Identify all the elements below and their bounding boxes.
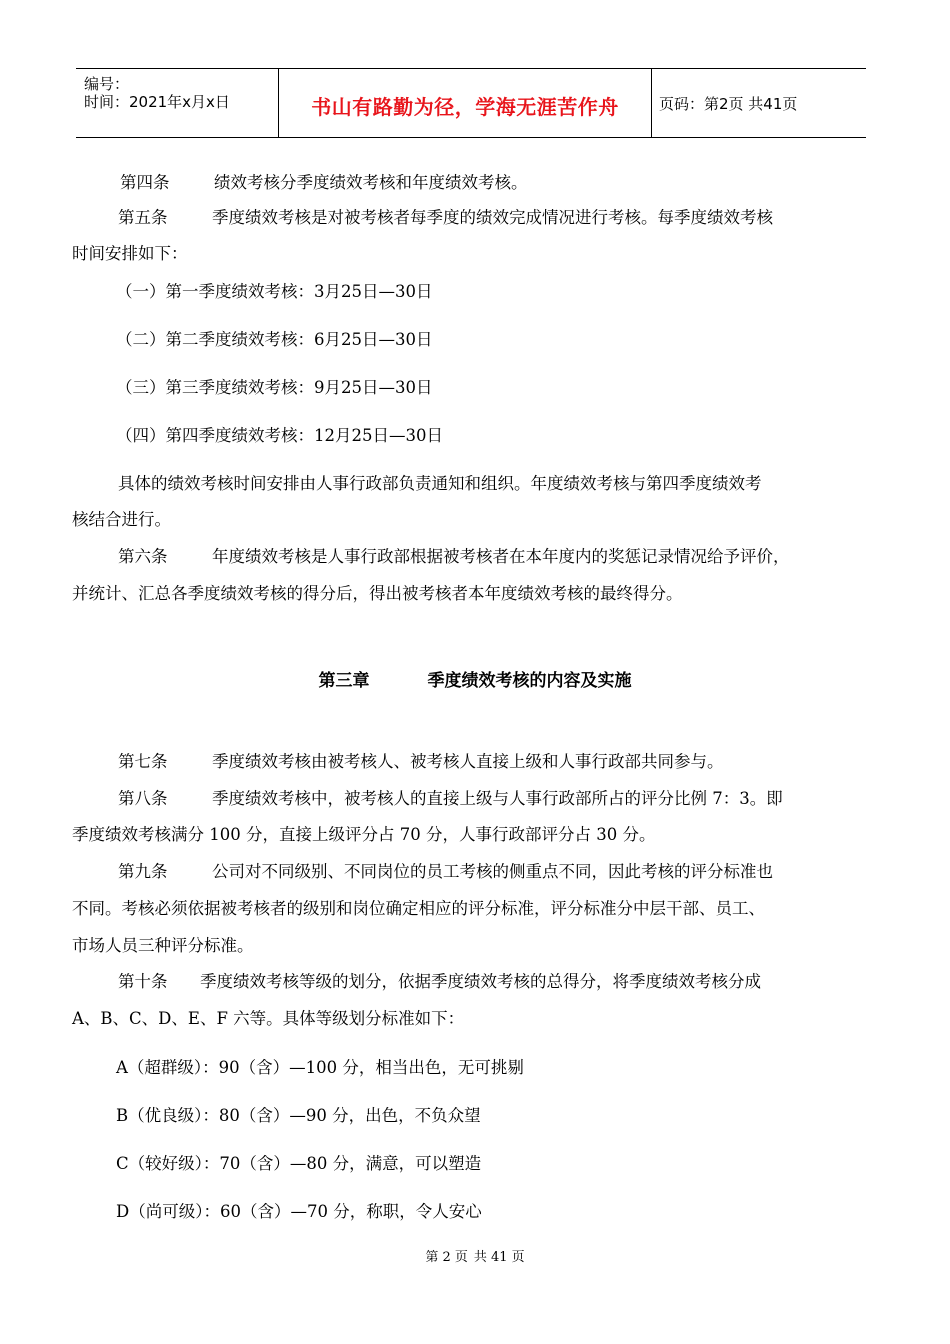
schedule-item-3: （三）第三季度绩效考核：9月25日—30日 <box>116 378 433 397</box>
article-text: 公司对不同级别、不同岗位的员工考核的侧重点不同，因此考核的评分标准也 <box>212 862 773 881</box>
page-footer <box>0 1246 950 1265</box>
article-5-line1 <box>118 206 918 230</box>
article-text: 年度绩效考核是人事行政部根据被考核者在本年度内的奖惩记录情况给予评价， <box>212 547 790 566</box>
document-header <box>76 68 866 138</box>
article-7 <box>118 750 918 774</box>
grade-b: B（优良级）：80（含）—90 分，出色，不负众望 <box>116 1106 481 1125</box>
article-10-line2: A、B、C、D、E、F 六等。具体等级划分标准如下： <box>72 1009 465 1028</box>
footer-total: 共 41 页 <box>473 1250 525 1265</box>
article-number: 第九条 <box>118 862 168 881</box>
article-number: 第四条 <box>120 173 170 192</box>
article-number: 第八条 <box>118 789 168 808</box>
article-6-line2: 并统计、汇总各季度绩效考核的得分后，得出被考核者本年度绩效考核的最终得分。 <box>72 584 683 603</box>
article-text: 季度绩效考核是对被考核者每季度的绩效完成情况进行考核。每季度绩效考核 <box>212 208 773 227</box>
note-line1: 具体的绩效考核时间安排由人事行政部负责通知和组织。年度绩效考核与第四季度绩效考 <box>118 474 762 493</box>
article-9-line1 <box>118 860 918 884</box>
chapter-number: 第三章 <box>318 671 370 691</box>
article-10-line1 <box>118 970 918 994</box>
footer-page: 第 2 页 <box>425 1250 468 1265</box>
chapter-heading <box>0 666 950 691</box>
note-line2: 核结合进行。 <box>72 510 171 529</box>
article-6-line1 <box>118 545 918 569</box>
article-5-line2: 时间安排如下： <box>72 244 188 263</box>
article-8-line2: 季度绩效考核满分 100 分，直接上级评分占 70 分，人事行政部评分占 30 分。 <box>72 825 656 844</box>
number-label: 编号： <box>84 75 130 93</box>
article-9-line3: 市场人员三种评分标准。 <box>72 936 254 955</box>
motto: 书山有路勤为径，学海无涯苦作舟 <box>311 95 619 119</box>
header-page-info: 页码：第2页 共41页 <box>659 95 798 113</box>
article-text: 季度绩效考核由被考核人、被考核人直接上级和人事行政部共同参与。 <box>212 752 724 771</box>
article-number: 第六条 <box>118 547 168 566</box>
header-meta-cell <box>76 69 278 137</box>
schedule-item-4: （四）第四季度绩效考核：12月25日—30日 <box>116 426 443 445</box>
schedule-item-2: （二）第二季度绩效考核：6月25日—30日 <box>116 330 433 349</box>
article-9-line2: 不同。考核必须依据被考核者的级别和岗位确定相应的评分标准，评分标准分中层干部、员工、 <box>72 899 765 918</box>
chapter-title: 季度绩效考核的内容及实施 <box>427 671 632 691</box>
article-number: 第十条 <box>118 972 168 991</box>
header-page-cell <box>651 69 866 137</box>
article-number: 第七条 <box>118 752 168 771</box>
header-motto-cell <box>278 69 652 137</box>
article-text: 季度绩效考核中，被考核人的直接上级与人事行政部所占的评分比例 7：3。即 <box>212 789 783 808</box>
schedule-item-1: （一）第一季度绩效考核：3月25日—30日 <box>116 282 433 301</box>
grade-c: C（较好级）：70（含）—80 分，满意，可以塑造 <box>116 1154 482 1173</box>
article-8-line1 <box>118 787 918 811</box>
article-text: 季度绩效考核等级的划分，依据季度绩效考核的总得分，将季度绩效考核分成 <box>200 972 761 991</box>
article-text: 绩效考核分季度绩效考核和年度绩效考核。 <box>214 173 528 192</box>
grade-a: A（超群级）：90（含）—100 分，相当出色，无可挑剔 <box>116 1058 524 1077</box>
article-number: 第五条 <box>118 208 168 227</box>
grade-d: D（尚可级）：60（含）—70 分，称职，令人安心 <box>116 1202 482 1221</box>
time-label: 时间：2021年x月x日 <box>84 93 230 111</box>
article-4 <box>120 171 920 195</box>
